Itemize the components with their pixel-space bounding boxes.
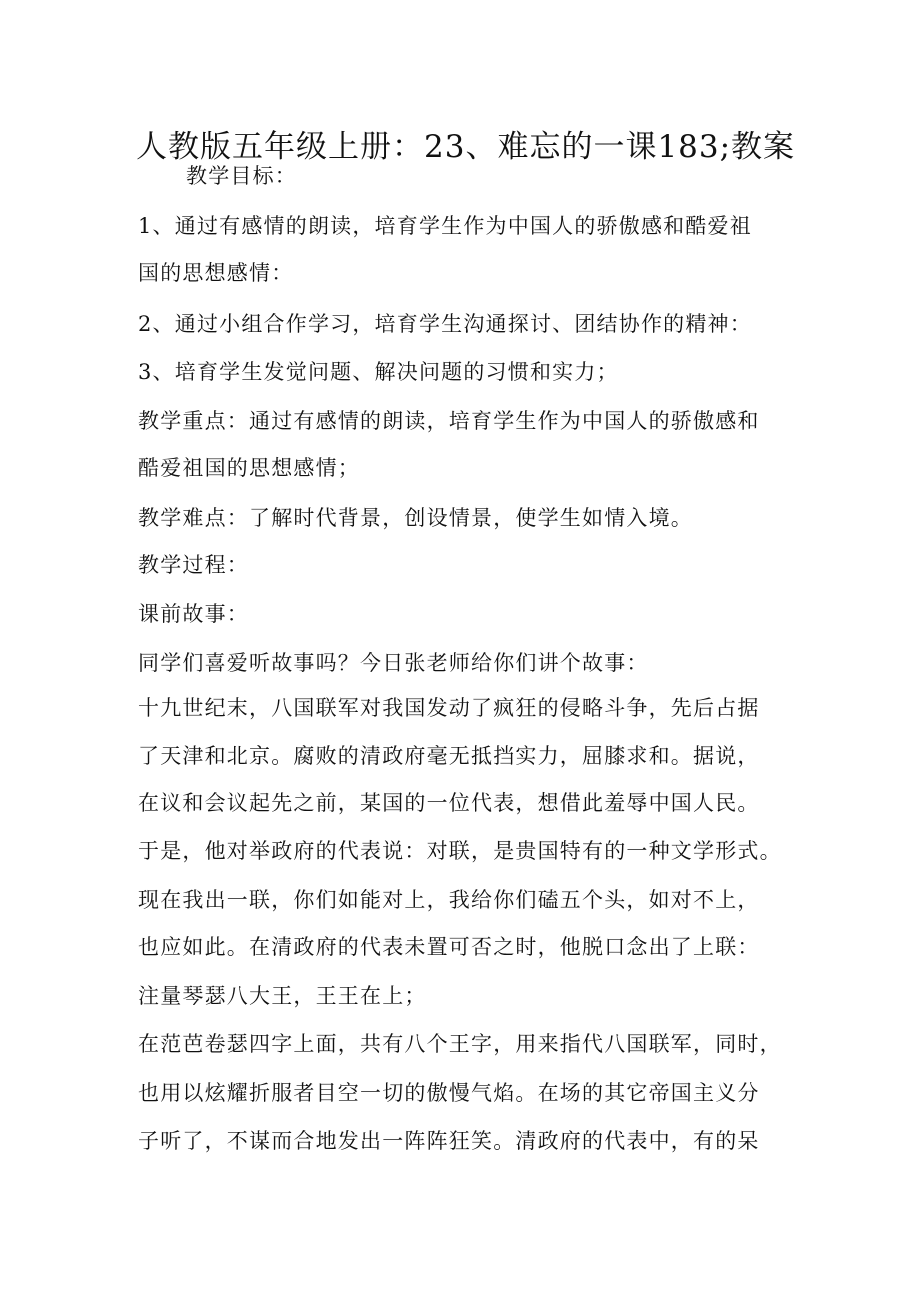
paragraph-line: 十九世纪末，八国联军对我国发动了疯狂的侵略斗争，先后占据 bbox=[138, 696, 760, 720]
paragraph-line: 教学过程： bbox=[138, 553, 249, 577]
paragraph-line: 1、通过有感情的朗读，培育学生作为中国人的骄傲感和酷爱祖 bbox=[138, 214, 752, 238]
paragraph-line: 也应如此。在清政府的代表未置可否之时，他脱口念出了上联： bbox=[138, 935, 760, 959]
paragraph-line: 教学重点：通过有感情的朗读，培育学生作为中国人的骄傲感和 bbox=[138, 409, 760, 433]
paragraph-line: 注量琴瑟八大王，王王在上； bbox=[138, 984, 427, 1008]
paragraph-line: 在议和会议起先之前，某国的一位代表，想借此羞辱中国人民。 bbox=[138, 791, 760, 815]
paragraph-line: 了天津和北京。腐败的清政府毫无抵挡实力，屈膝求和。据说， bbox=[138, 744, 760, 768]
paragraph-line: 2、通过小组合作学习，培育学生沟通探讨、团结协作的精神： bbox=[138, 312, 752, 336]
paragraph-line: 也用以炫耀折服者目空一切的傲慢气焰。在场的其它帝国主义分 bbox=[138, 1081, 760, 1105]
paragraph-line: 酷爱祖国的思想感情； bbox=[138, 456, 360, 480]
paragraph-line: 在范芭卷瑟四字上面，共有八个王字，用来指代八国联军，同时， bbox=[138, 1032, 782, 1056]
paragraph-line: 国的思想感情： bbox=[138, 261, 294, 285]
document-title: 人教版五年级上册：23、难忘的一课183;教案 bbox=[136, 128, 796, 165]
paragraph-line: 教学目标： bbox=[186, 164, 297, 188]
paragraph-line: 于是，他对举政府的代表说：对联，是贵国特有的一种文学形式。 bbox=[138, 839, 782, 863]
paragraph-line: 课前故事： bbox=[138, 602, 249, 626]
paragraph-line: 同学们喜爱听故事吗？今日张老师给你们讲个故事： bbox=[138, 651, 649, 675]
paragraph-line: 教学难点：了解时代背景，创设情景，使学生如情入境。 bbox=[138, 506, 693, 530]
paragraph-line: 现在我出一联，你们如能对上，我给你们磕五个头，如对不上， bbox=[138, 888, 760, 912]
paragraph-line: 3、培育学生发觉问题、解决问题的习惯和实力； bbox=[138, 360, 619, 384]
paragraph-line: 子听了，不谋而合地发出一阵阵狂笑。清政府的代表中，有的呆 bbox=[138, 1129, 760, 1153]
